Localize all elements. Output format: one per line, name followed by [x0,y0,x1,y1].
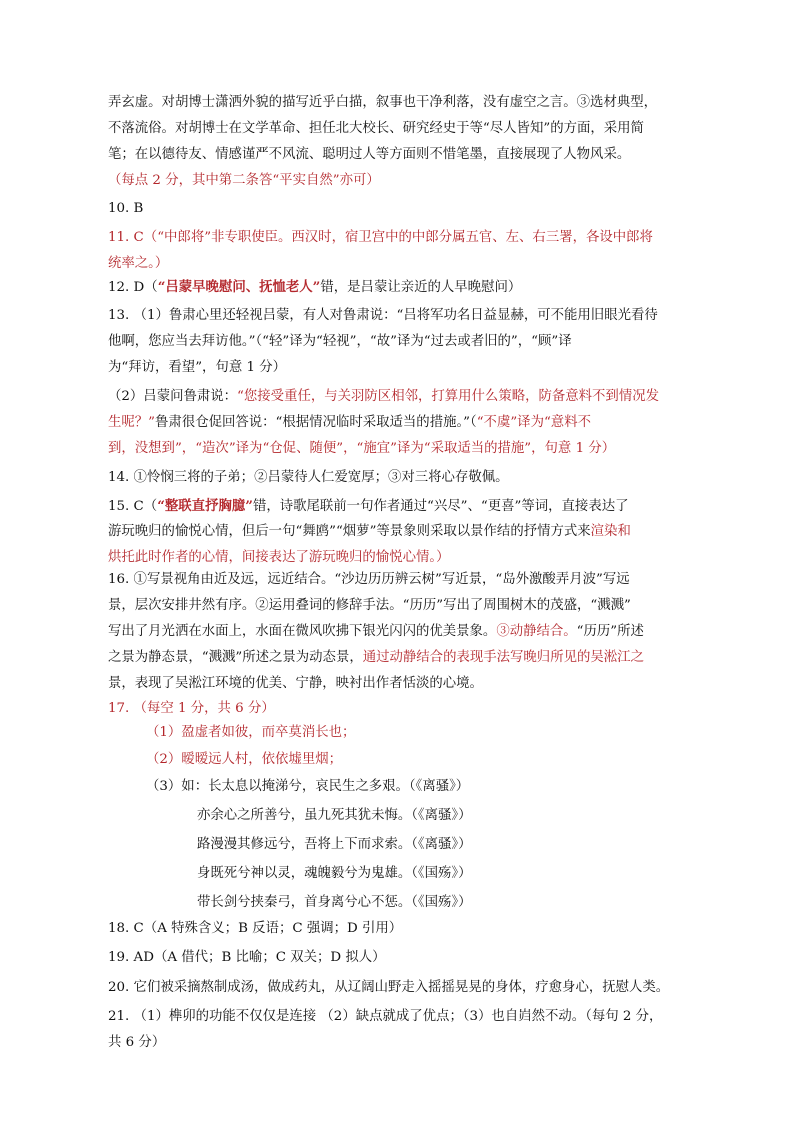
poem-line [197,833,683,857]
answer-16-continuation [108,646,683,670]
answer-18 [108,917,683,941]
text-segment: 亦余心之所善兮，虽九死其犹未悔。（《离骚》） [197,808,472,823]
text-segment: 他啊，您应当去拜访他。”（“轻”译为“轻视”，“故”译为“过去或者旧的”，“顾”译 [108,334,572,349]
text-segment: “整联直抒胸臆” [157,498,253,514]
text-line [108,117,683,141]
text-segment: 笔；在以德待友、情感谨严不风流、聪明过人等方面则不惜笔墨，直接展现了人物风采。 [108,147,631,162]
poem-line [197,891,683,915]
text-segment: 渲染和 [590,524,631,539]
text-segment: 景，表现了吴淞江环境的优美、宁静，映衬出作者恬淡的心境。 [108,676,483,691]
answer-19 [108,946,683,970]
text-segment: 错，诗歌尾联前一句作者通过“兴尽”、“更喜”等词，直接表达了 [252,499,629,514]
answer-20 [108,976,683,1000]
answer-13-2-continuation [108,411,683,435]
text-segment: （3）如：长太息以掩涕兮，哀民生之多艰。（《离骚》） [146,779,470,794]
text-line [108,91,683,115]
text-segment: 16. ①写景视角由近及远，远近结合。“沙边历历辨云树”写近景，“岛外激酸弄月波”写远 [108,572,630,587]
answer-11 [108,226,683,250]
text-segment: 共 6 分） [108,1035,166,1050]
answer-17-heading [108,697,683,721]
text-segment: 烘托此时作者的心情， [108,550,242,565]
answer-13-2-scoring [108,437,683,461]
text-segment: 为“拜访，看望”，句意 1 分） [108,360,287,375]
text-segment: 不落流俗。对胡博士在文学革命、担任北大校长、研究经史于等“尽人皆知”的方面，采用简 [108,121,644,136]
text-segment: 18. C（A 特殊含义；B 反语；C 强调；D 引用） [108,921,403,936]
answer-17-2 [146,748,683,772]
poem-line [197,862,683,886]
poem-line [197,804,683,828]
answer-16-continuation [108,594,683,618]
answer-10 [108,197,683,221]
text-segment: 15. C（ [108,499,158,514]
answer-17-1 [146,721,683,745]
answer-21 [108,1005,683,1029]
text-segment: 到，没想到”，“造次”译为“仓促、随便”，“施宜”译为“采取适当的措施”，句意 1 分） [108,441,616,456]
text-segment: （2）暧暧远人村，依依墟里烟； [146,752,342,767]
text-segment: 21. （1）榫卯的功能不仅仅是连接 （2）缺点就成了优点；（3）也自岿然不动。（每句 2 分， [108,1009,663,1024]
text-segment: 13. （1）鲁肃心里还轻视吕蒙，有人对鲁肃说：“吕将军功名日益显赫，可不能用旧眼光看待 [108,308,658,323]
text-segment: 带长剑兮挟秦弓，首身离兮心不惩。（《国殇》） [197,895,472,910]
text-segment: 路漫漫其修远兮，吾将上下而求索。（《离骚》） [197,837,472,852]
answer-15-ending [108,546,683,570]
text-segment: 写出了月光洒在水面上，水面在微风吹拂下银光闪闪的优美景象。 [108,624,497,639]
text-segment: “不虞”译为“意料不 [476,415,591,430]
answer-14 [108,466,683,490]
text-segment: 错，是吕蒙让亲近的人早晚慰问） [320,280,522,295]
text-segment: （每点 2 分，其中第二条答“平实自然”亦可） [108,173,380,188]
answer-12 [108,275,683,300]
text-line [108,143,683,167]
text-segment: 10. B [108,201,144,216]
text-segment: 间接表达了游玩晚归的愉悦心情。） [241,550,450,565]
text-segment: “您接受重任，与关羽防区相邻，打算用什么策略，防备意料不到情况发 [237,389,659,404]
text-segment: 20. 它们被采摘熬制成汤，做成药丸，从辽阔山野走入摇摇晃晃的身体，疗愈身心，抚慰人类。 [108,980,670,995]
text-segment: 弄玄虚。对胡博士潇洒外貌的描写近乎白描，叙事也干净利落，没有虚空之言。③选材典型， [108,95,658,110]
answer-15 [108,494,683,519]
answer-15-continuation [108,520,683,544]
text-segment: 之景为静态景，“溅溅”所述之景为动态景， [108,650,363,665]
answer-13-2 [108,385,683,409]
text-segment: （2）吕蒙问鲁肃说： [108,389,238,404]
text-segment: 19. AD（A 借代；B 比喻；C 双关；D 拟人） [108,950,386,965]
text-segment: 游玩晚归的愉悦心情，但后一句“舞鸥”“烟萝”等景象则采取以景作结的抒情方式来 [108,524,591,539]
text-segment: 生呢？” [108,415,156,430]
answer-13-1 [108,304,683,328]
answer-16 [108,568,683,592]
score-note [108,169,683,193]
answer-16-ending [108,672,683,696]
text-segment: 景，层次安排井然有序。②运用叠词的修辞手法。“历历”写出了周围树木的茂盛，“溅溅” [108,598,631,613]
text-segment: 17. （每空 1 分，共 6 分） [108,701,275,716]
text-segment: 通过动静结合的表现手法写晚归所见的吴淞江之 [362,650,644,665]
text-segment: 11. C（“中郎将”非专职使臣。西汉时，宿卫宫中的中郎分属五官、左、右三署，各设中郎将 [108,230,653,245]
answer-21-scoring [108,1031,683,1055]
text-segment: “吕蒙早晚慰问、抚恤老人” [157,279,321,295]
text-segment: 统率之。） [108,256,169,271]
text-segment: 14. ①怜悯三将的子弟；②吕蒙待人仁爱宽厚；③对三将心存敬佩。 [108,470,509,485]
text-segment: 12. D（ [108,280,158,295]
answer-11-continuation [108,252,683,276]
text-segment: 身既死兮神以灵，魂魄毅兮为鬼雄。（《国殇》） [197,866,472,881]
text-segment: 鲁肃很仓促回答说：“根据情况临时采取适当的措施。”（ [155,415,477,430]
text-segment: （1）盈虚者如彼，而卒莫消长也； [146,725,356,740]
answer-13-1-scoring [108,356,683,380]
answer-17-3 [146,775,683,799]
answer-16-continuation [108,620,683,644]
text-segment: “历历”所述 [576,624,644,639]
answer-13-1-translation [108,330,683,354]
text-segment: ③动静结合。 [496,624,577,639]
